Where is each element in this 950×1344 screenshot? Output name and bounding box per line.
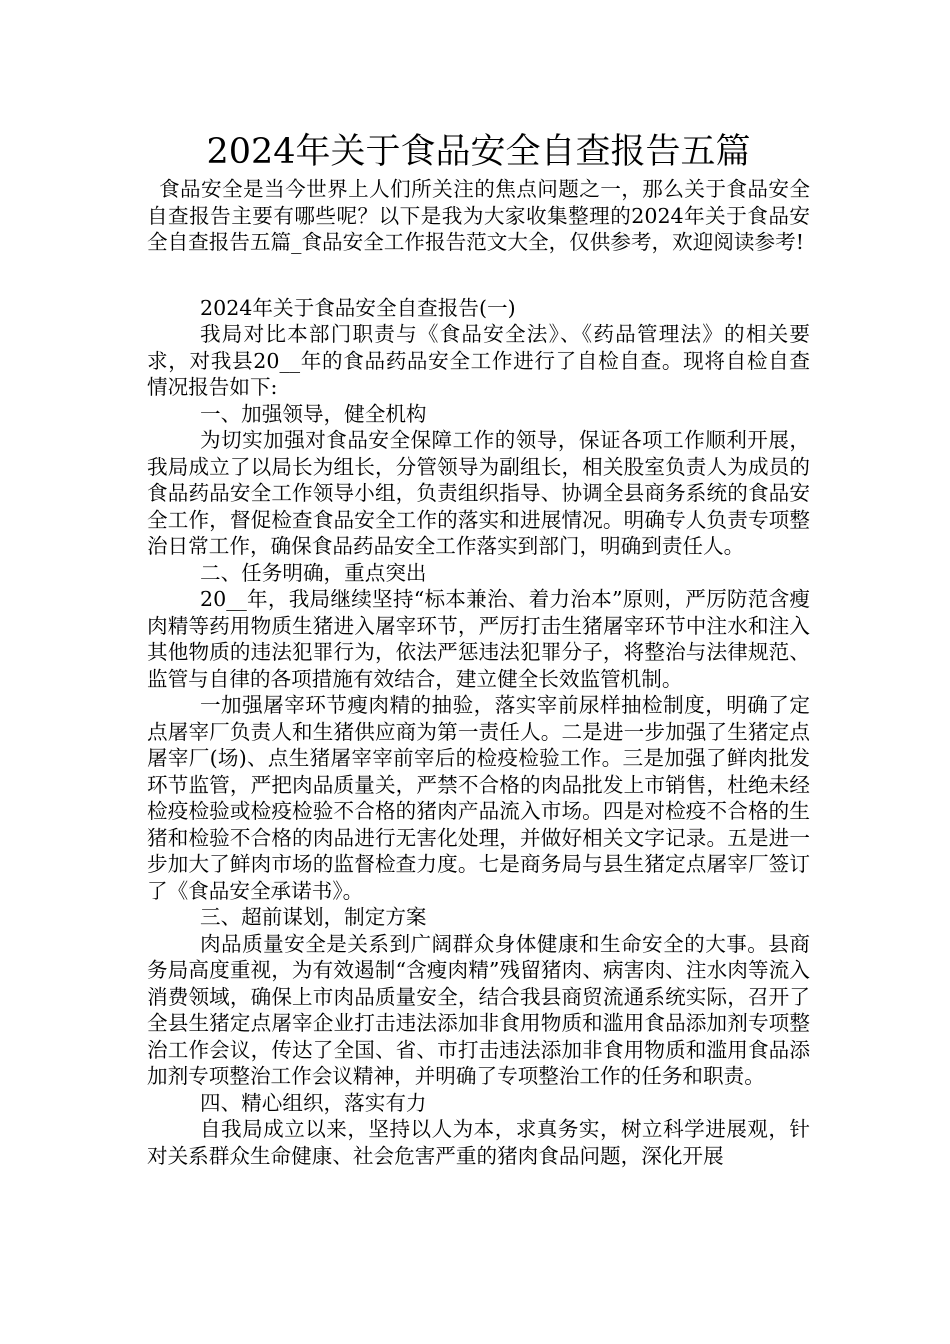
section-heading: 二、任务明确，重点突出 bbox=[200, 560, 427, 585]
section-heading: 三、超前谋划，制定方案 bbox=[200, 905, 427, 929]
body-paragraph: 20__年，我局继续坚持“标本兼治、着力治本”原则，严厉防范含瘦肉精等药用物质生猪进入屠宰环节，严厉打击生猪屠宰环节中注水和注入其他物质的违法犯罪行为，依法严惩违法犯罪分子，将整治与法律规范、监管与自律的各项措施有效结合，建立健全长效监管机制。 bbox=[147, 587, 810, 691]
body-paragraph: 我局对比本部门职责与《食品安全法》、《药品管理法》的相关要求，对我县20__年的食品药品安全工作进行了自检自查。现将自检自查情况报告如下: bbox=[147, 322, 810, 399]
body-paragraph: 自我局成立以来，坚持以人为本，求真务实，树立科学进展观，针对关系群众生命健康、社会危害严重的猪肉食品问题，深化开展 bbox=[147, 1117, 810, 1168]
document-title: 2024年关于食品安全自查报告五篇 bbox=[206, 132, 751, 172]
intro-paragraph: 食品安全是当今世界上人们所关注的焦点问题之一，那么关于食品安全自查报告主要有哪些呢？以下是我为大家收集整理的2024年关于食品安全自查报告五篇_食品安全工作报告范文大全，仅供参考，欢迎阅读参考! bbox=[147, 177, 810, 254]
section-heading: 2024年关于食品安全自查报告(一) bbox=[200, 295, 516, 320]
blank-line bbox=[147, 256, 810, 295]
section-heading: 四、精心组织，落实有力 bbox=[200, 1090, 427, 1115]
section-heading: 一、加强领导，健全机构 bbox=[200, 401, 427, 426]
document-page bbox=[147, 128, 810, 1169]
body-paragraph: 一加强屠宰环节瘦肉精的抽验，落实宰前尿样抽检制度，明确了定点屠宰厂负责人和生猪供应商为第一责任人。二是进一步加强了生猪定点屠宰厂(场)、点生猪屠宰宰前宰后的检疫检验工作。三是加强了鲜肉批发环节监管，严把肉品质量关，严禁不合格的肉品批发上市销售，杜绝未经检疫检验或检疫检验不合格的猪肉产品流入市场。四是对检疫不合格的生猪和检验不合格的肉品进行无害化处理，并做好相关文字记录。五是进一步加大了鲜肉市场的监督检查力度。七是商务局与县生猪定点屠宰厂签订了《食品安全承诺书》。 bbox=[147, 693, 810, 903]
body-paragraph: 肉品质量安全是关系到广阔群众身体健康和生命安全的大事。县商务局高度重视，为有效遏制“含瘦肉精”残留猪肉、病害肉、注水肉等流入消费领域，确保上市肉品质量安全，结合我县商贸流通系统实际，召开了全县生猪定点屠宰企业打击违法添加非食用物质和滥用食品添加剂专项整治工作会议，传达了全国、省、市打击违法添加非食用物质和滥用食品添加剂专项整治工作会议精神，并明确了专项整治工作的任务和职责。 bbox=[147, 931, 810, 1088]
body-paragraph: 为切实加强对食品安全保障工作的领导，保证各项工作顺利开展，我局成立了以局长为组长，分管领导为副组长，相关股室负责人为成员的食品药品安全工作领导小组，负责组织指导、协调全县商务系统的食品安全工作，督促检查食品安全工作的落实和进展情况。明确专人负责专项整治日常工作，确保食品药品安全工作落实到部门，明确到责任人。 bbox=[147, 428, 810, 558]
